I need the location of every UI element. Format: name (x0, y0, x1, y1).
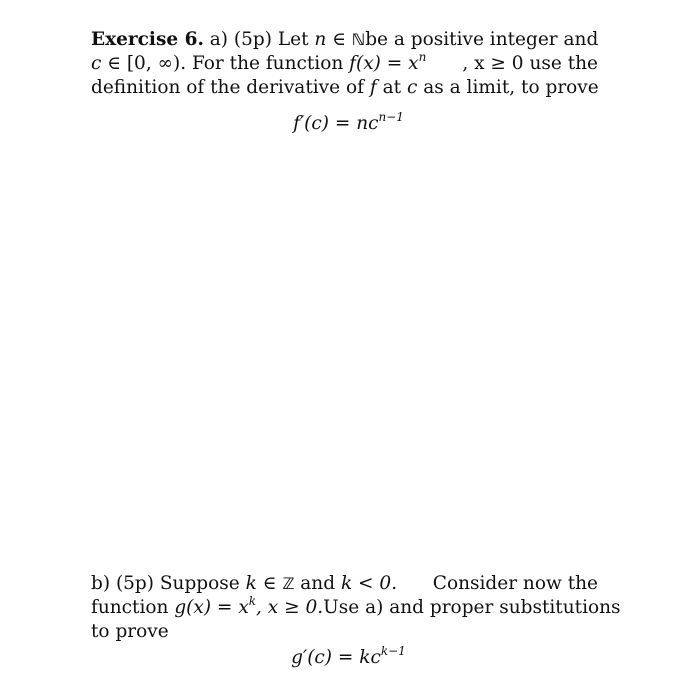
limit-text: as a limit, to prove (423, 77, 599, 98)
part-a-condition: , x ≥ 0 use the (462, 53, 598, 74)
element-of-1: ∈ (326, 29, 352, 50)
part-a-line-2 (91, 52, 598, 76)
and-text: and (294, 573, 341, 594)
part-b-line-3: to prove (91, 621, 169, 642)
function-g-def: g(x) = x (174, 597, 249, 618)
c-symbol: c (406, 77, 418, 98)
part-a-text (91, 28, 598, 100)
natural-numbers-symbol: ℕ (351, 30, 366, 49)
formula-b-lhs: g′(c) = kc (291, 647, 381, 668)
exponent-n: n (418, 50, 427, 64)
part-b-text (91, 572, 621, 644)
function-word: function (91, 597, 169, 618)
formula-b (0, 646, 697, 670)
use-a-text: Use a) and proper substitutions (323, 597, 621, 618)
element-of-2: ∈ (256, 573, 283, 594)
part-b-condition: , x ≥ 0. (256, 597, 324, 618)
part-b-line-2 (91, 594, 621, 620)
function-f-def: f(x) = x (349, 53, 419, 74)
exponent-k: k (248, 594, 257, 608)
exercise-label: Exercise 6. (91, 29, 204, 50)
part-a-line-3 (91, 76, 598, 100)
at-text: at (382, 77, 402, 98)
var-k: k (245, 573, 257, 594)
formula-a-exponent: n−1 (378, 110, 404, 124)
var-n: n (314, 29, 327, 50)
part-a-intro: a) (5p) Let (209, 29, 309, 50)
part-b-line-1 (91, 572, 598, 596)
formula-a (0, 112, 697, 136)
definition-text: definition of the derivative of (91, 77, 364, 98)
formula-a-lhs: f′(c) = nc (293, 113, 379, 134)
part-a-rest-1: be a positive integer and (365, 29, 599, 50)
part-b-intro: b) (5p) Suppose (91, 573, 240, 594)
k-negative: k < 0. (340, 573, 398, 594)
var-c: c (91, 53, 102, 74)
formula-b-exponent: k−1 (380, 644, 406, 658)
consider-text: Consider now the (432, 573, 598, 594)
integers-symbol: ℤ (282, 574, 295, 593)
interval-text: ∈ [0, ∞). For the function (101, 53, 350, 74)
part-a-line-1 (91, 28, 598, 52)
f-symbol: f (369, 77, 377, 98)
